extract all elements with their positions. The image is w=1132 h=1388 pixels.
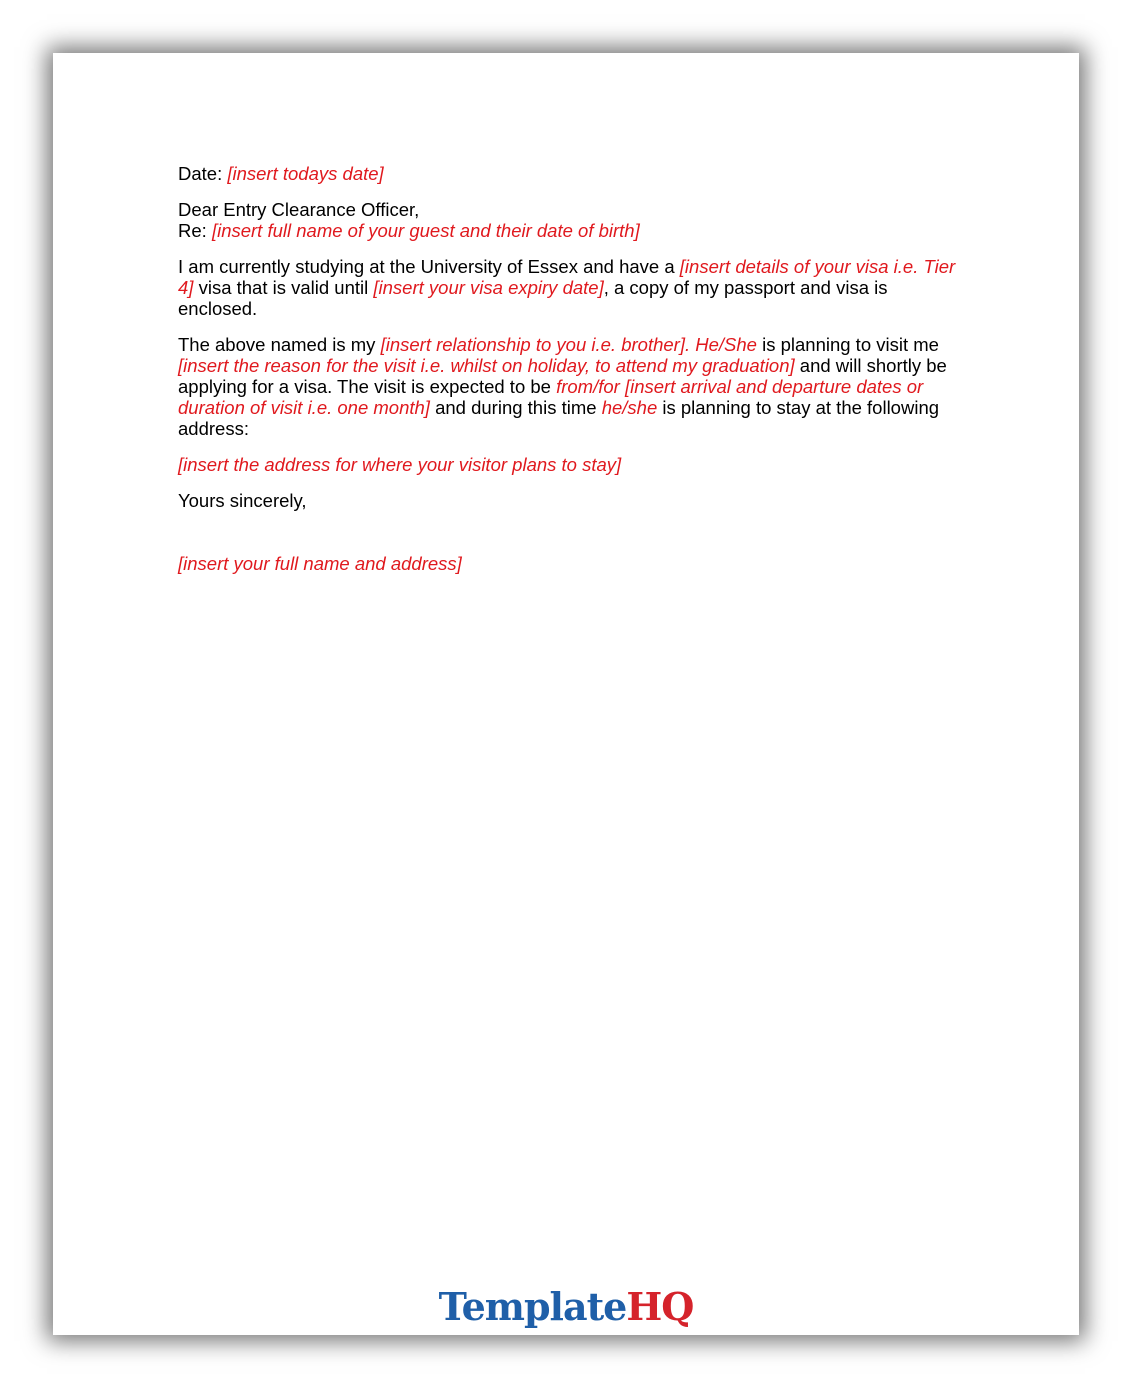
reason-placeholder: [insert the reason for the visit i.e. whilst on holiday, to attend my graduation] [178, 355, 795, 376]
salutation: Dear Entry Clearance Officer, [178, 199, 420, 220]
visa-expiry-placeholder: [insert your visa expiry date] [373, 277, 604, 298]
re-line: Re: [insert full name of your guest and their date of birth] [178, 220, 640, 241]
templatehq-logo: TemplateHQ [438, 1284, 694, 1329]
paragraph-1: I am currently studying at the University of Essex and have a [insert details of your visa i.e. Tier 4] visa that is valid until [insert your visa expiry date], a copy of my passport and visa is enclosed. [178, 256, 956, 319]
signature-placeholder: [insert your full name and address] [178, 553, 462, 574]
closing: Yours sincerely, [178, 490, 307, 511]
letter-body [178, 163, 968, 574]
date-line: Date: [insert todays date] [178, 163, 384, 184]
relationship-placeholder: [insert relationship to you i.e. brother]. He/She [380, 334, 757, 355]
visa-details-placeholder: [insert details of your visa i.e. Tier 4] [178, 256, 956, 298]
address-placeholder: [insert the address for where your visitor plans to stay] [178, 454, 622, 475]
dates-placeholder: from/for [insert arrival and departure dates or duration of visit i.e. one month] [178, 376, 924, 418]
document-page [53, 53, 1079, 1335]
paragraph-2: The above named is my [insert relationship to you i.e. brother]. He/She is planning to visit me [insert the reason for the visit i.e. whilst on holiday, to attend my graduation] and will shortly be applying for a visa. The visit is expected to be from/for [insert arrival and departure dates or duration of visit i.e. one month] and during this time he/she is planning to stay at the following address: [178, 334, 947, 439]
date-placeholder: [insert todays date] [227, 163, 384, 184]
re-placeholder: [insert full name of your guest and their date of birth] [211, 220, 640, 241]
pronoun-placeholder: he/she [601, 397, 658, 418]
